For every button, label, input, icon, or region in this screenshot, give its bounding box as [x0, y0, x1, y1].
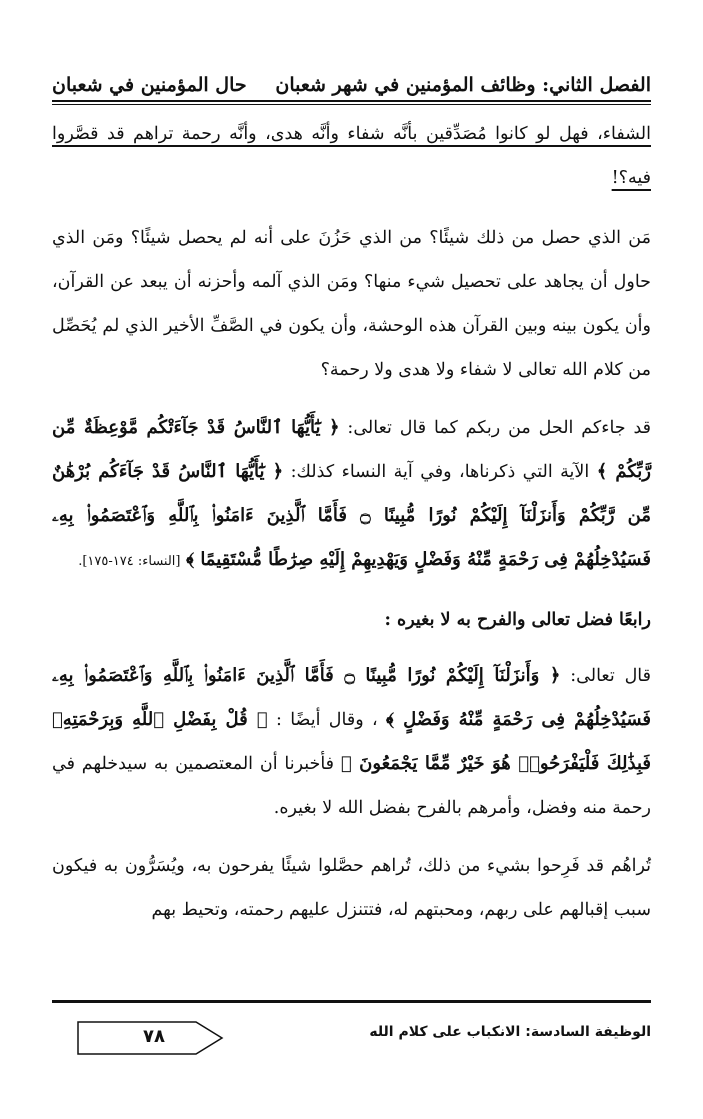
page-header — [52, 56, 651, 96]
paragraph-2 — [52, 406, 651, 584]
paragraph-3-lead: قال تعالى: — [560, 666, 651, 686]
quran-verse-2: ﴿ يَٰٓأَيُّهَا ٱلنَّاسُ قَدْ جَآءَكُم بُرْهَٰنٌ مِّن رَّبِّكُمْ وَأَنزَلْنَآ إِلَيْكُمْ نُورًا مُّبِينًا ۝ فَأَمَّا ٱلَّذِينَ ءَامَنُوا۟ بِٱللَّهِ وَٱعْتَصَمُوا۟ بِهِۦ فَسَيُدْخِلُهُمْ فِى رَحْمَةٍ مِّنْهُ وَفَضْلٍ وَيَهْدِيهِمْ إِلَيْهِ صِرَٰطًا مُّسْتَقِيمًا ﴾ — [52, 461, 651, 570]
header-rule-thin — [52, 104, 651, 105]
footer-rule — [52, 1000, 651, 1003]
quran-verse-1: ﴿ يَٰٓأَيُّهَا ٱلنَّاسُ قَدْ جَآءَتْكُم مَّوْعِظَةٌ مِّن رَّبِّكُمْ ﴾ — [52, 417, 651, 482]
paragraph-3-middle: ، وقال أيضًا : — [267, 710, 387, 730]
quran-verse-4: ﴿ قُلْ بِفَضْلِ ٱللَّهِ وَبِرَحْمَتِهِۦ فَبِذَٰلِكَ فَلْيَفْرَحُوا۟ هُوَ خَيْرٌ مِّمَّا يَجْمَعُونَ ﴾ — [52, 709, 651, 774]
footer-title: الوظيفة السادسة: الانكباب على كلام الله — [369, 1024, 651, 1040]
underlined-text: الشفاء، فهل لو كانوا مُصَدِّقين بأنَّه شفاء وأنَّه هدى، وأنَّه رحمة تراهم قد قصَّروا فيه؟! — [52, 124, 651, 188]
header-rule — [52, 100, 651, 102]
section-title: حال المؤمنين في شعبان — [52, 74, 247, 96]
quran-verse-3: ﴿ وَأَنزَلْنَآ إِلَيْكُمْ نُورًا مُّبِينًا ۝ فَأَمَّا ٱلَّذِينَ ءَامَنُوا۟ بِٱللَّهِ وَٱعْتَصَمُوا۟ بِهِۦ فَسَيُدْخِلُهُمْ فِى رَحْمَةٍ مِّنْهُ وَفَضْلٍ ﴾ — [52, 665, 651, 730]
page-number: ٧٨ — [143, 1026, 165, 1047]
paragraph-3-tail: فأخبرنا أن المعتصمين به سيدخلهم في رحمة منه وفضل، وأمرهم بالفرح بفضل الله لا بغيره. — [52, 754, 651, 818]
paragraph-2-lead: قد جاءكم الحل من ربكم كما قال تعالى: — [339, 418, 651, 438]
page-number-tab — [76, 1020, 226, 1056]
paragraph-1: مَن الذي حصل من ذلك شيئًا؟ من الذي حَزُنَ على أنه لم يحصل شيئًا؟ ومَن الذي حاول أن يجاهد على تحصيل شيء منها؟ ومَن الذي آلمه وأحزنه أن يبعد عن القرآن، وأن يكون بينه وبين القرآن هذه الوحشة، وأن يكون في الصَّفِّ الأخير الذي لم يُحَصِّل من كلام الله تعالى لا شفاء ولا هدى ولا رحمة؟ — [52, 228, 651, 380]
verse-reference: [النساء: ١٧٤-١٧٥]. — [78, 554, 181, 569]
paragraph-3 — [52, 654, 651, 830]
section-heading: رابعًا فضل تعالى والفرح به لا بغيره : — [384, 610, 651, 630]
paragraph-2-middle: الآية التي ذكرناها، وفي آية النساء كذلك: — [283, 462, 597, 482]
page-content — [52, 112, 651, 932]
page-footer — [52, 1016, 651, 1056]
paragraph-4: تُراهُم قد فَرِحوا بشيء من ذلك، تُراهم حصَّلوا شيئًا يفرحون به، ويُسَرُّون به فيكون سبب إقبالهم على ربهم، ومحبتهم له، فتتنزل عليهم رحمته، وتحيط بهم — [52, 856, 651, 920]
intro-paragraph — [52, 112, 651, 200]
chapter-title: الفصل الثاني: وظائف المؤمنين في شهر شعبان — [275, 74, 651, 96]
